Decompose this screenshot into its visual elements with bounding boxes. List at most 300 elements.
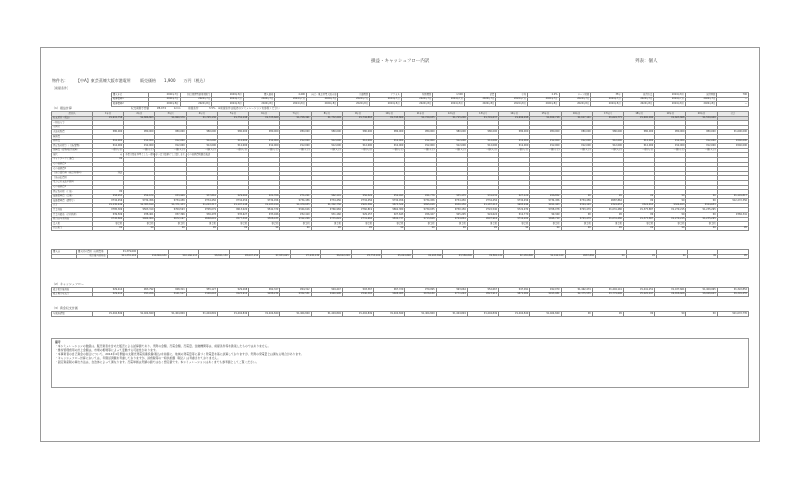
- table-cell: ¥52,667: [467, 288, 498, 293]
- table-cell: 金融機関: [338, 93, 370, 98]
- table-cell: ¥704,861: [436, 217, 467, 222]
- table-cell: 2024年8月: [496, 102, 528, 107]
- table-cell: ¥29,414: [93, 288, 124, 293]
- table-cell: ¥21,356: [249, 194, 280, 199]
- table-cell: ¥760,819: [342, 208, 373, 213]
- table-cell: ¥734,456: [561, 199, 592, 204]
- table-cell: 20年目: [686, 112, 717, 117]
- report-title: 損益・キャッシュフロー内訳: [371, 59, 430, 64]
- table-cell: ¥39,509: [93, 213, 124, 218]
- row-label: 入居者: [52, 125, 93, 130]
- table-cell: 2024年7月: [591, 97, 623, 102]
- table-cell: ¥324,653: [623, 203, 654, 208]
- table-cell: 事業税: [311, 222, 342, 227]
- table-cell: ¥1,404,849: [405, 312, 436, 317]
- table-cell: ¥834,737: [374, 217, 405, 222]
- table-cell: ¥0: [657, 254, 688, 259]
- table-cell: ¥71,221: [280, 194, 311, 199]
- row-label: 固定資産税（土地）: [52, 190, 93, 195]
- table-cell: ¥734,456: [124, 199, 155, 204]
- table-cell: ¥713,828: [405, 217, 436, 222]
- table-cell: ¥12,000: [93, 139, 124, 144]
- table-cell: ¥4,263,890: [412, 254, 443, 259]
- row-label: 土地前払費用: [52, 176, 93, 181]
- table-cell: ¥1,404,849: [342, 312, 373, 317]
- table-cell: 6年目: [249, 112, 280, 117]
- table-cell: ¥54,670: [124, 194, 155, 199]
- table-cell: ¥1,302,758: [311, 203, 342, 208]
- table-cell: 2024年8月: [654, 93, 686, 98]
- table-cell: ¥56,526: [342, 194, 373, 199]
- table-cell: ¥26,852: [530, 194, 561, 199]
- row-label: その他経費2: [52, 167, 93, 172]
- table-cell: ¥698,729: [530, 217, 561, 222]
- table-cell: ¥80,000: [155, 130, 186, 135]
- table-cell: ¥1,404,849: [311, 312, 342, 317]
- table-cell: ¥911,443: [530, 203, 561, 208]
- row-label: 累計現金収支等: [52, 292, 93, 297]
- row-label: 電力会社支払手数料: [52, 180, 93, 185]
- table-cell: ¥38,401: [124, 213, 155, 218]
- table-cell: 13年目: [467, 112, 498, 117]
- table-cell: 返済回数: [685, 93, 717, 98]
- table-cell: 2024年8月: [243, 102, 275, 107]
- table-cell: ¥48,311: [155, 288, 186, 293]
- table-cell: ¥0: [561, 213, 592, 218]
- table-cell: 2024年8月: [212, 102, 244, 107]
- table-cell: 2024年7月: [370, 97, 402, 102]
- table-cell: ¥12,000: [467, 144, 498, 149]
- table-cell: 2024年7月: [401, 97, 433, 102]
- table-cell: ¥0: [186, 226, 217, 231]
- table-cell: ¥1,197,148: [217, 203, 248, 208]
- table-cell: ¥12,000: [499, 144, 530, 149]
- table-cell: 2024年7月: [180, 97, 212, 102]
- table-cell: ¥7,245,130: [290, 254, 321, 259]
- table-cell: 一律(入金): [686, 148, 717, 153]
- table-cell: 35年: [591, 93, 623, 98]
- table-cell: ¥12,000: [530, 144, 561, 149]
- table-cell: ¥80,000: [686, 130, 717, 135]
- table-cell: ¥739,935: [405, 208, 436, 213]
- table-cell: ¥25,295: [436, 213, 467, 218]
- table-cell: ¥5,220,947: [623, 292, 654, 297]
- table-cell: ¥734,456: [374, 199, 405, 204]
- table-cell: ¥312,206: [280, 217, 311, 222]
- table-cell: ¥540,365: [342, 292, 373, 297]
- table-cell: 一律(入金): [530, 148, 561, 153]
- table-cell: ¥2,375,555: [561, 292, 592, 297]
- table-cell: ¥0: [592, 226, 623, 231]
- table-cell: ¥70,095: [405, 288, 436, 293]
- table-cell: ¥33,926: [155, 194, 186, 199]
- pl-note: 収支期間予想値 ¥8,074 1min 前提条件 3.5% ※前提条件は後述のシミュレーションを参照ください: [131, 107, 280, 110]
- row-label: 年間返済額: [52, 312, 93, 317]
- table-cell: ¥0: [623, 312, 654, 317]
- table-cell: 事業税: [217, 222, 248, 227]
- table-cell: 700: [717, 93, 749, 98]
- row-label: 税引前当期利益: [52, 217, 93, 222]
- table-cell: 返済方法: [622, 93, 654, 98]
- table-cell: ¥0: [623, 199, 654, 204]
- loan-table: [51, 311, 749, 317]
- table-cell: ¥80,000: [342, 130, 373, 135]
- table-cell: ¥12,000: [592, 139, 623, 144]
- table-cell: ¥785,309: [93, 208, 124, 213]
- table-cell: ¥1,404,849: [93, 312, 124, 317]
- table-cell: ¥1,404,849: [249, 312, 280, 317]
- table-cell: ¥29,414: [93, 292, 124, 297]
- table-cell: ¥722,970: [499, 208, 530, 213]
- table-cell: ¥687,884: [565, 254, 596, 259]
- row-label: 営業利益: [52, 208, 93, 213]
- price-label: 販売価格: [140, 78, 157, 83]
- table-cell: 事業税: [93, 222, 124, 227]
- table-cell: 2024年8月: [622, 102, 654, 107]
- table-cell: ¥80,000: [280, 130, 311, 135]
- table-cell: ¥12,000: [124, 144, 155, 149]
- property-header: [52, 78, 215, 84]
- table-cell: ¥1,404,849: [436, 312, 467, 317]
- table-cell: 4,400: [275, 93, 307, 98]
- initial-cost-table: [51, 249, 749, 259]
- table-cell: ¥771,244: [436, 292, 467, 297]
- table-cell: ¥734,456: [530, 199, 561, 204]
- table-cell: ¥734,456: [405, 199, 436, 204]
- table-cell: ¥12,000: [436, 139, 467, 144]
- table-cell: 一律(入金): [592, 148, 623, 153]
- table-cell: ¥464,909: [124, 217, 155, 222]
- table-cell: 事業税: [342, 222, 373, 227]
- table-cell: ¥905,580: [342, 203, 373, 208]
- row-label: ネットワーク工事費: [52, 157, 93, 162]
- table-cell: 2024年7月: [149, 93, 181, 98]
- table-cell: ¥8,821,130: [199, 254, 230, 259]
- table-cell: ¥1,404,849: [374, 312, 405, 317]
- table-cell: 2024年7月: [464, 97, 496, 102]
- table-cell: ¥1,559,948: [686, 116, 717, 121]
- table-cell: ¥0: [561, 226, 592, 231]
- table-cell: ¥9,391,455: [717, 292, 748, 297]
- row-label: 地代: [52, 153, 93, 158]
- table-cell: ¥12,000: [155, 144, 186, 149]
- table-cell: ¥0: [280, 226, 311, 231]
- table-cell: 16年目: [561, 112, 592, 117]
- table-cell: 5年目: [217, 112, 248, 117]
- table-cell: 2024年8月: [685, 102, 717, 107]
- table-cell: ¥12,000: [186, 144, 217, 149]
- table-cell: ¥734,456: [280, 199, 311, 204]
- table-cell: ¥94,447: [311, 288, 342, 293]
- table-cell: 事業税: [655, 222, 686, 227]
- table-cell: ¥12,000: [561, 144, 592, 149]
- table-cell: 2024年8月: [149, 102, 181, 107]
- table-cell: ¥1,745,800: [374, 116, 405, 121]
- table-cell: ¥67,720: [374, 288, 405, 293]
- table-cell: ¥8,097,150: [229, 254, 260, 259]
- table-cell: ¥0: [561, 194, 592, 199]
- table-cell: ¥0: [93, 157, 124, 162]
- table-cell: ¥862,380: [374, 208, 405, 213]
- note-line: ・本事業者の自己資金の割合について、2014年4月開始の太陽光発電設備設備(税込)を前提に、地域の発電量等に基づく発電量を基に試算しておりますが、実際の発電量とは異なる場合があります。: [55, 352, 304, 356]
- table-cell: ¥27,643: [374, 213, 405, 218]
- table-cell: ¥0: [686, 213, 717, 218]
- table-cell: 事業税: [124, 222, 155, 227]
- note-line: ・キャッシュフロー計算においては、年間返済額を考慮しておりますが、消費税等の一時負担額（税込）は考慮されておりません。: [55, 356, 221, 360]
- table-cell: ¥11,355,116: [107, 254, 138, 259]
- table-cell: ¥608,085: [374, 292, 405, 297]
- table-cell: ¥0: [655, 226, 686, 231]
- table-cell: 8年目: [311, 112, 342, 117]
- table-cell: ¥1,379,000: [107, 250, 138, 255]
- table-cell: ¥47,091: [499, 288, 530, 293]
- row-label: 法人税: [52, 222, 93, 227]
- table-cell: ¥29,268: [217, 288, 248, 293]
- table-cell: ¥0: [655, 194, 686, 199]
- row-label: 修繕費: [52, 134, 93, 139]
- note-line: ・維持管理費用の計上金額は、市場の相場等によって変動する可能性があります。: [55, 348, 159, 352]
- table-cell: ¥12,000: [530, 139, 561, 144]
- table-cell: 2024年7月: [685, 97, 717, 102]
- table-cell: 2024年7月: [306, 97, 338, 102]
- table-cell: ¥0: [124, 226, 155, 231]
- table-cell: ¥734,456: [93, 199, 124, 204]
- table-cell: 2024年8月: [591, 102, 623, 107]
- table-cell: 3年目: [155, 112, 186, 117]
- table-cell: ¥1,279,215: [655, 217, 686, 222]
- initial-cost-row: [52, 254, 749, 259]
- row-label: 管理費: [52, 139, 93, 144]
- table-cell: ¥1,031,480: [592, 208, 623, 213]
- note-line: ・固定資産税の算出方法は、自治体によって異なります。売電単価は実績の値ではなく想定値です。本シミュレーションはあくまでも参考値としてご覧ください。: [55, 360, 259, 364]
- table-cell: ¥62,101: [311, 194, 342, 199]
- table-cell: ¥324,193: [561, 203, 592, 208]
- table-cell: ¥12,000: [499, 139, 530, 144]
- table-cell: ¥1,603,868: [655, 116, 686, 121]
- table-cell: ¥31,032: [467, 194, 498, 199]
- table-cell: ¥12,770: [499, 213, 530, 218]
- table-cell: 2024年7月: [243, 97, 275, 102]
- table-cell: ¥12,000: [217, 139, 248, 144]
- table-cell: ¥58,953: [93, 194, 124, 199]
- table-cell: ¥12,000: [280, 144, 311, 149]
- table-cell: 10年目: [374, 112, 405, 117]
- table-cell: ¥12,000: [561, 139, 592, 144]
- table-cell: ¥12,000: [249, 139, 280, 144]
- table-cell: ¥734,456: [186, 199, 217, 204]
- table-cell: —: [717, 102, 749, 107]
- table-cell: ¥80,000: [623, 130, 654, 135]
- table-cell: ¥141,517: [155, 292, 186, 297]
- table-cell: ¥0: [592, 213, 623, 218]
- table-cell: 2024年7月: [622, 97, 654, 102]
- table-cell: ¥384,341: [717, 213, 748, 218]
- table-cell: 金利: [496, 93, 528, 98]
- table-cell: ¥703,479: [561, 208, 592, 213]
- table-cell: 一律(入金): [467, 148, 498, 153]
- table-cell: 一律(入金): [124, 148, 155, 153]
- table-cell: 2024年8月: [464, 102, 496, 107]
- table-cell: ¥1,752,198: [217, 116, 248, 121]
- table-cell: ¥1,187,213: [467, 203, 498, 208]
- table-cell: ¥1,371,133: [155, 203, 186, 208]
- table-cell: 制度連携型運用期間等: [180, 93, 212, 98]
- table-cell: ¥7,833,625: [260, 254, 291, 259]
- row-label: 購入年度: [112, 93, 149, 98]
- table-cell: ¥1,375,887: [623, 208, 654, 213]
- table-cell: ¥32,410: [280, 213, 311, 218]
- table-cell: ¥1,732,249: [311, 116, 342, 121]
- table-cell: ¥1,203,317: [186, 203, 217, 208]
- table-cell: 11年目: [405, 112, 436, 117]
- table-cell: 7年目: [280, 112, 311, 117]
- table-cell: 事業税: [623, 222, 654, 227]
- table-cell: ¥1,404,849: [467, 312, 498, 317]
- table-cell: ¥730,156: [436, 208, 467, 213]
- table-cell: ¥2,861,122: [473, 254, 504, 259]
- table-cell: ¥344,616: [280, 208, 311, 213]
- table-cell: ¥12,272,356: [717, 199, 748, 204]
- table-cell: ¥734,456: [155, 199, 186, 204]
- table-cell: ¥12,000: [592, 144, 623, 149]
- table-cell: ¥1,235,295: [686, 217, 717, 222]
- table-cell: 別途: [93, 171, 124, 176]
- note-line: ・本シミュレーションの数値は、販売業者を含めた販売による試算値であり、実際の金額、売電金額、売電量、金融機関等は、前提条件等を勘案したものではありません。: [55, 344, 271, 348]
- table-cell: アプラス: [370, 93, 402, 98]
- table-cell: —: [717, 97, 749, 102]
- table-cell: ¥1,404,849: [280, 312, 311, 317]
- table-cell: ¥80,000: [436, 130, 467, 135]
- table-cell: ¥12,000: [623, 144, 654, 149]
- table-cell: 一律(入金): [311, 148, 342, 153]
- table-cell: ¥12,000: [374, 139, 405, 144]
- table-cell: 一律(入金): [249, 148, 280, 153]
- property-name: 【中A】東芸蒸煉大阪市港電所: [76, 78, 131, 83]
- table-cell: 2024年8月: [433, 102, 465, 107]
- table-cell: 一律(入金): [280, 148, 311, 153]
- table-cell: 一律(入金): [155, 148, 186, 153]
- table-cell: ¥1,600,000: [717, 130, 748, 135]
- table-cell: ¥1,322,852: [717, 288, 748, 293]
- table-cell: ¥196,644: [186, 292, 217, 297]
- table-cell: ¥0: [530, 226, 561, 231]
- table-cell: ¥80,000: [374, 130, 405, 135]
- table-cell: ¥35,135: [436, 194, 467, 199]
- table-cell: ¥24,624: [467, 213, 498, 218]
- table-cell: ¥0: [686, 194, 717, 199]
- table-cell: 2024年7月: [654, 97, 686, 102]
- table-cell: ¥446,998: [311, 292, 342, 297]
- table-cell: ¥26,107: [405, 213, 436, 218]
- table-cell: ¥936,156: [436, 203, 467, 208]
- table-cell: ¥55,127: [186, 288, 217, 293]
- table-cell: 12年目: [436, 112, 467, 117]
- table-cell: ¥0: [686, 226, 717, 231]
- table-cell: 予想金額を基準とした一律あるいは実績値にて計算します。その他経費明細は後述: [125, 152, 211, 156]
- table-cell: ¥668,601: [186, 217, 217, 222]
- table-cell: ¥352,551: [280, 292, 311, 297]
- row-label: 固定資産税等（土地/建物）: [52, 144, 93, 149]
- table-cell: 2024年7月: [433, 97, 465, 102]
- table-cell: ¥0: [592, 312, 623, 317]
- table-cell: ¥0: [623, 226, 654, 231]
- table-cell: 購入価格: [243, 93, 275, 98]
- table-cell: ¥0: [311, 226, 342, 231]
- table-cell: ¥0: [655, 199, 686, 204]
- table-cell: ¥1,279,215: [655, 208, 686, 213]
- table-cell: 自己・東芝蒸電大阪市港: [306, 93, 338, 98]
- table-cell: ¥0: [436, 226, 467, 231]
- table-cell: ¥12,000: [686, 139, 717, 144]
- table-cell: 事業税: [155, 222, 186, 227]
- table-cell: ¥1,479,655: [280, 203, 311, 208]
- table-cell: ¥64,312: [280, 288, 311, 293]
- table-cell: ¥240,000: [717, 139, 748, 144]
- row-label: 帳簿償却2: [112, 102, 149, 107]
- table-cell: 2024年7月: [212, 97, 244, 102]
- table-cell: ¥63,792: [124, 288, 155, 293]
- table-cell: ¥703,479: [561, 217, 592, 222]
- table-cell: 事業税: [249, 222, 280, 227]
- row-label: 住民税等: [52, 226, 93, 231]
- table-cell: 2年目: [124, 112, 155, 117]
- table-cell: 購入時の費用（初期費用）: [78, 249, 106, 253]
- table-cell: ¥871,002: [499, 292, 530, 297]
- table-cell: ¥12,000: [311, 144, 342, 149]
- table-cell: ¥1,031,480: [592, 217, 623, 222]
- table-cell: ¥1,600,090: [623, 116, 654, 121]
- table-cell: ¥709,593: [155, 208, 186, 213]
- table-cell: ¥41,776: [405, 194, 436, 199]
- table-cell: ¥225,912: [217, 292, 248, 297]
- table-cell: ¥0: [655, 312, 686, 317]
- table-cell: ¥12,000: [93, 144, 124, 149]
- table-cell: 事業税: [686, 222, 717, 227]
- table-cell: 一律(入金): [623, 148, 654, 153]
- table-cell: 事業税: [186, 222, 217, 227]
- table-cell: 19年目: [655, 112, 686, 117]
- report-sheet: [40, 47, 760, 442]
- table-cell: ¥12,000: [124, 139, 155, 144]
- table-cell: ¥80,000: [93, 130, 124, 135]
- table-cell: 2024年7月: [275, 97, 307, 102]
- table-cell: ¥873,524: [374, 203, 405, 208]
- row-label: 一括収入等: [52, 121, 93, 126]
- table-cell: ¥895,028: [405, 203, 436, 208]
- table-cell: ¥36,478: [186, 213, 217, 218]
- table-cell: ¥10,809,630: [138, 254, 169, 259]
- table-cell: ¥672,197: [155, 217, 186, 222]
- table-cell: ¥12,000: [436, 144, 467, 149]
- table-cell: 17年目: [592, 112, 623, 117]
- row-label: その他経費3: [52, 185, 93, 190]
- table-cell: ¥0: [561, 312, 592, 317]
- cashflow-table: [51, 287, 749, 297]
- pl-table: [51, 111, 749, 231]
- table-cell: ¥731,662: [342, 217, 373, 222]
- table-cell: ¥288,239: [249, 292, 280, 297]
- table-cell: ¥0: [467, 226, 498, 231]
- pl-section-label: （1）損益計算: [52, 106, 72, 110]
- table-cell: ¥80,000: [467, 130, 498, 135]
- table-cell: ¥1,915,758: [93, 116, 124, 121]
- table-cell: ¥6,658,608: [655, 292, 686, 297]
- table-cell: 事業税: [467, 222, 498, 227]
- table-cell: ¥0: [499, 226, 530, 231]
- table-cell: ¥1,744,863: [342, 116, 373, 121]
- table-cell: 18年目: [623, 112, 654, 117]
- table-cell: ¥12,000: [405, 144, 436, 149]
